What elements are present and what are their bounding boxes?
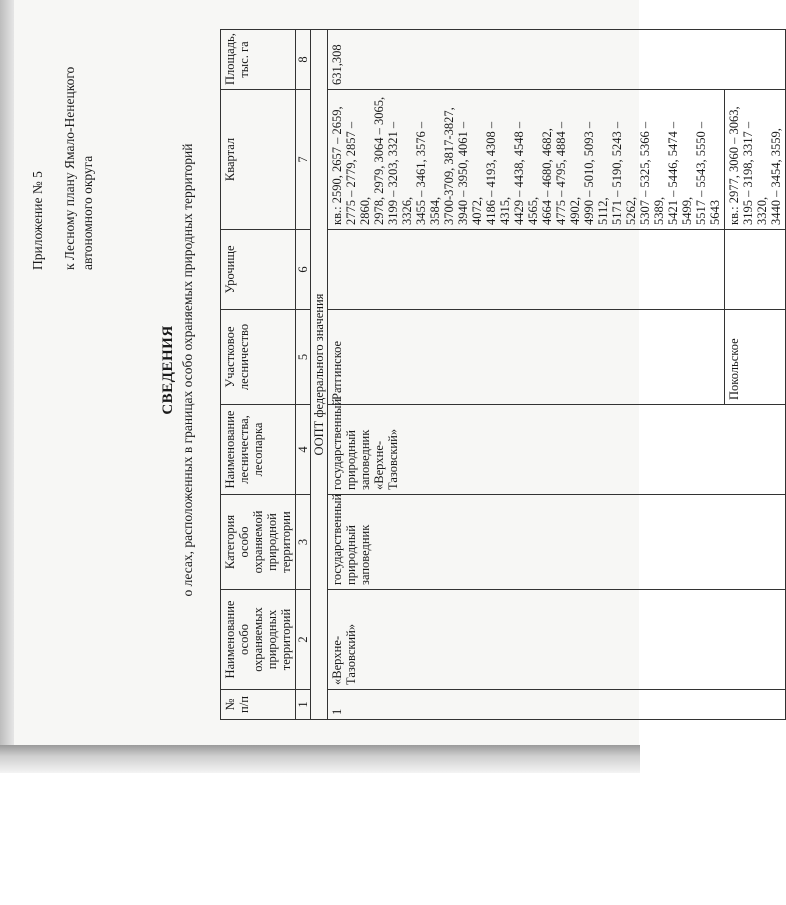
col-num-6: 6 xyxy=(296,230,311,310)
col-num-3: 3 xyxy=(296,495,311,590)
row-tract-1 xyxy=(328,230,725,310)
appendix-number: Приложение № 5 xyxy=(30,171,45,270)
row-category: государственный природный заповедник xyxy=(328,495,786,590)
row-tract-2 xyxy=(725,230,786,310)
row-quarters-1: кв.: 2590, 2657 – 2659, 2775 – 2779, 2857 – 2860, 2978, 2979, 3064 – 3065, 3199 – 3203, 3321 – 3326, 3455 – 3461, 3576 – 3584, 3700-3709, 3817-3827, 3940 – 3950, 4061 – 4072, 4186 – 4193, 4308 – 4315, 4429 – 4438, 4548 – 4565, 4664 – 4680, 4682, 4775 – 4795, 4884 – 4902, 4990 – 5010, 5093 – 5112, 5171 – 5190, 5243 – 5262, 5307 – 5325, 5366 – 5389, 5421 – 5446, 5474 – 5499, 5517 – 5543, 5550 – 5643 xyxy=(328,90,725,230)
col-num-8: 8 xyxy=(296,30,311,90)
header-forestry: Наименование лесничества, лесопарка xyxy=(221,405,296,495)
protected-areas-table xyxy=(220,29,786,720)
column-number-row xyxy=(296,30,311,720)
row-number: 1 xyxy=(328,690,786,720)
appendix-ref-line1: к Лесному плану Ямало-Ненецкого xyxy=(62,66,77,270)
col-num-5: 5 xyxy=(296,310,311,405)
header-name: Наименование особо охраняемых природных территорий xyxy=(221,590,296,690)
appendix-header xyxy=(30,30,98,270)
header-num: № п/п xyxy=(221,690,296,720)
row-area-value: 631,308 xyxy=(328,30,786,90)
row-district-2: Покольское xyxy=(725,310,786,405)
col-num-4: 4 xyxy=(296,405,311,495)
col-num-2: 2 xyxy=(296,590,311,690)
col-num-1: 1 xyxy=(296,690,311,720)
table-row xyxy=(328,30,725,720)
header-area: Площадь, тыс. га xyxy=(221,30,296,90)
header-quarter: Квартал xyxy=(221,90,296,230)
appendix-ref-line2: автономного округа xyxy=(80,155,95,270)
row-quarters-2: кв.: 2977, 3060 – 3063, 3195 – 3198, 3317 – 3320, 3440 – 3454, 3559, xyxy=(725,90,786,230)
section-row xyxy=(311,30,328,720)
header-district: Участковое лесничество xyxy=(221,310,296,405)
row-forestry: государственный природный заповедник «Верхне-Тазовский» xyxy=(328,405,786,495)
header-category: Категория особо охраняемой природной территории xyxy=(221,495,296,590)
page-bottom-shadow xyxy=(0,745,640,773)
document-title: СВЕДЕНИЯ xyxy=(160,325,176,415)
page-left-edge xyxy=(0,0,14,745)
row-area-name: «Верхне-Тазовский» xyxy=(328,590,786,690)
section-title: ООПТ федерального значения xyxy=(311,30,328,720)
header-row xyxy=(221,30,296,720)
row-district-1: Ратгинское xyxy=(328,310,725,405)
rotated-document xyxy=(30,0,783,740)
header-tract: Урочище xyxy=(221,230,296,310)
document-subtitle: о лесах, расположенных в границах особо охраняемых природных территорий xyxy=(180,143,195,597)
col-num-7: 7 xyxy=(296,90,311,230)
